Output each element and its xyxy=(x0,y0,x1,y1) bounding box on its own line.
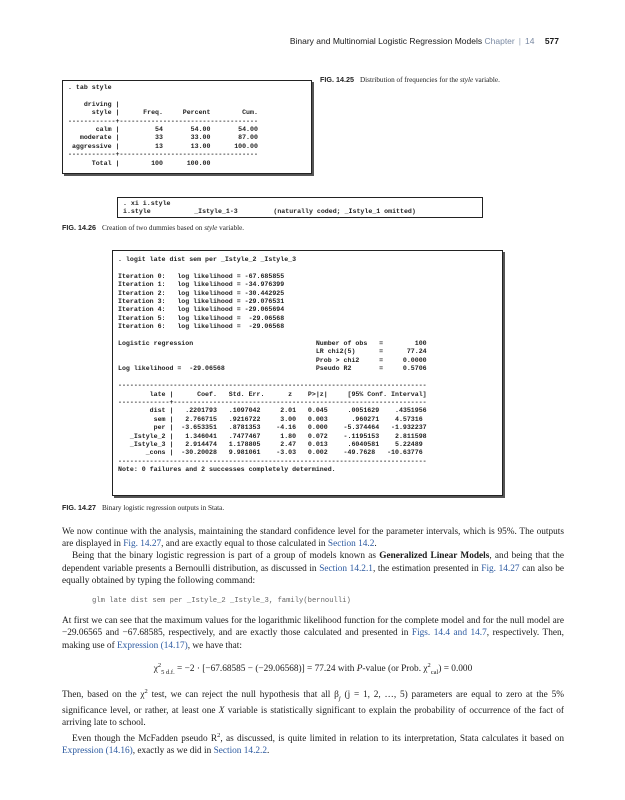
header-chapter-number: 14 xyxy=(524,36,535,46)
paragraph: At first we can see that the maximum values for the logarithmic likelihood function for the complete model and for the null model are −29.06565 and −67.68585, respectively, and are exactly those calculated and presented in Figs. 14.4 and 14.7, respectively. Then, making use of Expression (14.17), we have that: xyxy=(62,616,564,651)
figure-caption-14-26: FIG. 14.26 Creation of two dummies based on style variable. xyxy=(62,223,245,232)
stata-output-tab-style xyxy=(62,80,312,174)
paragraph: Being that the binary logistic regression is part of a group of models known as Generalized Linear Models, and being that the dependent variable presents a Bernoulli distribution, as discussed in Section 14.2.1, the estimation presented in Fig. 14.27 can also be equally obtained by typing the following command: xyxy=(62,551,565,586)
running-header: Binary and Multinomial Logistic Regression Models Chapter | 14 577 xyxy=(289,36,559,46)
link-fig-14-27[interactable]: Fig. 14.27 xyxy=(481,563,520,574)
link-expression-14-17[interactable]: Expression (14.17) xyxy=(117,640,188,651)
logit-output: . logit late dist sem per _Istyle_2 _Istyle_3 Iteration 0: log likelihood = -67.685855 Iteration 1: log likelihood = -34.976399 Iteration 2: log likelihood = -30.442925 Iteration 3: log likelihood = -29.076531 Iteration 4: log likelihood = -29.065694 Iteration 5: log likelihood = -29.06568 Iteration 6: log likelihood = -29.06568 Logistic regression Number of obs = 100 LR chi2(5) = 77.24 Prob > chi2 = 0.0000 Log likelihood = -29.06568 Pseudo R2 = 0.5706 ------------------------------------------------------------------------------ late | Coef. Std. Err. z P>|z| [95% Conf. Interval] -------------+---------------------------------------------------------------- dist | .2201793 .1097042 2.01 0.045 .0051629 .4351956 sem | 2.766715 .9216722 3.00 0.003 .960271 4.57316 per | -3.653351 .8781353 -4.16 0.000 -5.374464 -1.932237 _Istyle_2 | 1.346041 .7477467 1.80 0.072 -.1195153 2.811598 _Istyle_3 | 2.914474 1.178805 2.47 0.013 .6040581 5.22489 _cons | -30.20028 9.981061 -3.03 0.002 -49.7628 -10.63776 ------------------------------------------------------------------------------ Note: 0 failures and 2 successes completely determined. xyxy=(118,256,427,474)
link-section-14-2[interactable]: Section 14.2 xyxy=(327,539,375,550)
paragraph: Then, based on the $\chi^2$ test, we can reject the null hypothesis that all $\beta_j$ (j = 1, 2, …, 5) parameters are equal to zero at the 5% significance level, or rather, at least one X variable is statistically significant to explain the probability of occurrence of the fact of arriving late to school. xyxy=(62,687,564,729)
stata-output-logit xyxy=(112,250,503,496)
header-title: Binary and Multinomial Logistic Regression Models xyxy=(289,36,483,46)
paragraph: Even though the McFadden pseudo $R^2$, as discussed, is quite limited in relation to its interpretation, Stata calculates it based on Expression (14.16), exactly as we did in Section 14.2.2. xyxy=(62,731,564,756)
figure-caption-14-27: FIG. 14.27 Binary logistic regression outputs in Stata. xyxy=(62,503,225,512)
glm-command: glm late dist sem per _Istyle_2 _Istyle_3, family(bernoulli) xyxy=(92,597,351,606)
figure-label: FIG. 14.26 xyxy=(62,223,96,232)
paragraph: We now continue with the analysis, maintaining the standard confidence level for the parameter intervals, which is 95%. The outputs are displayed in Fig. 14.27, and are exactly equal to those calculated in Section 14.2. xyxy=(62,527,564,550)
figure-label: FIG. 14.27 xyxy=(62,503,96,512)
body-text xyxy=(62,526,564,757)
stata-output-xi-style xyxy=(117,197,483,218)
link-expression-14-16[interactable]: Expression (14.16) xyxy=(62,745,133,756)
xi-style-output: . xi i.style i.style _Istyle_1-3 (naturally coded; _Istyle_1 omitted) xyxy=(123,200,416,216)
link-figs-14-4-14-7[interactable]: Figs. 14.4 and 14.7 xyxy=(411,628,487,639)
header-chapter: Chapter xyxy=(484,36,515,46)
link-section-14-2-2[interactable]: Section 14.2.2 xyxy=(213,745,268,756)
chi-square-equation: $\chi^2_{5 d.f.} = -2 \cdot [-67.68585 - (-29.06568)] = 77.24$ with P-value (or Prob. $\chi^2_{cal}) = 0.000$ xyxy=(153,661,473,676)
link-fig-14-27[interactable]: Fig. 14.27 xyxy=(123,539,162,550)
link-section-14-2-1[interactable]: Section 14.2.1 xyxy=(319,563,373,574)
figure-caption-14-25: FIG. 14.25 Distribution of frequencies for the style variable. xyxy=(320,75,500,84)
figure-label: FIG. 14.25 xyxy=(320,75,354,84)
page-number: 577 xyxy=(544,36,559,46)
tab-style-output: . tab style driving | style | Freq. Percent Cum. ------------+----------------------------------- calm | 54 54.00 54.00 moderate | 33 33.00 87.00 aggressive | 13 13.00 100.00 ------------+----------------------------------- Total | 100 100.00 xyxy=(68,84,258,167)
